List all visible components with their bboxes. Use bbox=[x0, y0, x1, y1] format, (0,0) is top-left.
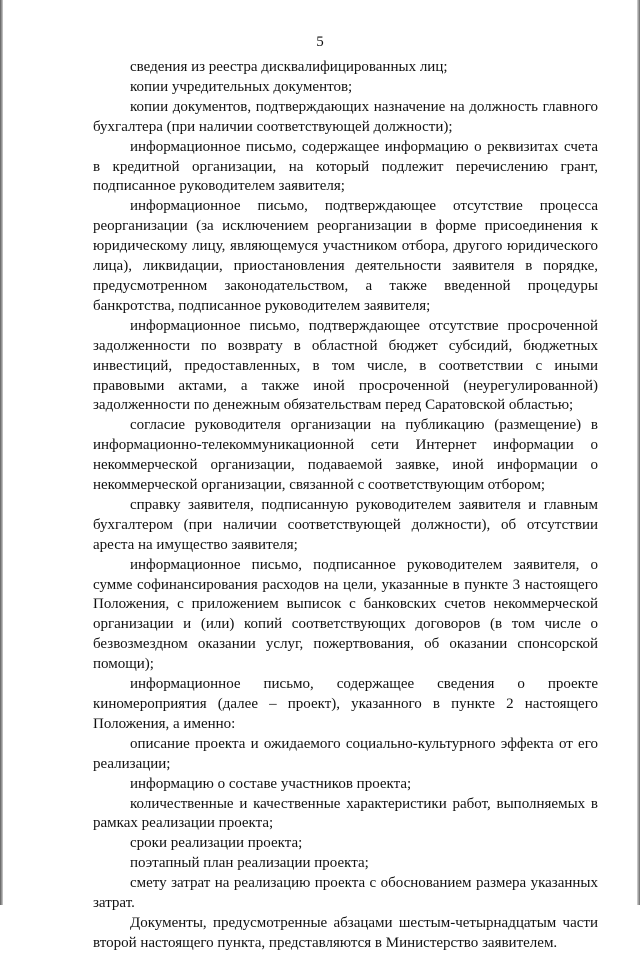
paragraph-submission-note: Документы, предусмотренные абзацами шестым-четырнадцатым части второй настоящего пункта, представляются в Министерство заявителем. bbox=[93, 914, 598, 951]
paragraph-project-info-letter: информационное письмо, содержащее сведения о проекте киномероприятия (далее – проект), указанного в пункте 2 настоящего Положения, а именно: bbox=[93, 676, 598, 732]
paragraph-cofinancing-letter: информационное письмо, подписанное руководителем заявителя, о сумме софинансирования расходов на цели, указанные в пункте 3 настоящего Положения, с приложением выписок с банковских счетов некоммерческой организации и (или) копий соответствующих договоров (в том числе о безвозмездном оказании услуг, пожертвования, об оказании спонсорской помощи); bbox=[93, 556, 598, 673]
paragraph-no-reorganization-letter: информационное письмо, подтверждающее отсутствие процесса реорганизации (за исключением реорганизации в форме присоединения к юридическому лицу, являющемуся участником отбора, другого юридического лица), ликвидации, приостановления деятельности заявителя в порядке, предусмотренном законодательством, а также введенной процедуры банкротства, подписанное руководителем заявителя; bbox=[93, 198, 598, 314]
document-body bbox=[93, 58, 598, 954]
paragraph-bank-details-letter: информационное письмо, содержащее информацию о реквизитах счета в кредитной организации, на который подлежит перечислению грант, подписанное руководителем заявителя; bbox=[93, 138, 598, 195]
paragraph-work-characteristics: количественные и качественные характеристики работ, выполняемых в рамках реализации проекта; bbox=[93, 795, 598, 832]
paragraph-no-arrest-certificate: справку заявителя, подписанную руководителем заявителя и главным бухгалтером (при наличии соответствующей должности), об отсутствии ареста на имущество заявителя; bbox=[93, 496, 598, 553]
paragraph-chief-accountant-docs: копии документов, подтверждающих назначение на должность главного бухгалтера (при наличии соответствующей должности); bbox=[93, 98, 598, 135]
paragraph-cost-estimate: смету затрат на реализацию проекта с обоснованием размера указанных затрат. bbox=[93, 875, 598, 912]
paragraph-no-overdue-debt-letter: информационное письмо, подтверждающее отсутствие просроченной задолженности по возврату в областной бюджет субсидий, бюджетных инвестиций, предоставленных, в том числе, в соответствии с иными правовыми актами, а также иной просроченной (неурегулированной) задолженности по денежным обязательствам перед Саратовской областью; bbox=[93, 317, 598, 414]
paragraph-publication-consent: согласие руководителя организации на публикацию (размещение) в информационно-телекоммуникационной сети Интернет информации о некоммерческой организации, подаваемой заявке, иной информации о некоммерческой организации, связанной с соответствующим отбором; bbox=[93, 417, 598, 494]
paragraph-project-description: описание проекта и ожидаемого социально-культурного эффекта от его реализации; bbox=[93, 735, 598, 772]
paragraph-disqualified-registry: сведения из реестра дисквалифицированных лиц; bbox=[130, 59, 448, 75]
scan-edge-left bbox=[0, 0, 3, 905]
page-number: 5 bbox=[316, 34, 324, 50]
paragraph-participants: информацию о составе участников проекта; bbox=[130, 775, 412, 792]
paragraph-stage-plan: поэтапный план реализации проекта; bbox=[130, 855, 369, 872]
paragraph-founding-docs: копии учредительных документов; bbox=[130, 78, 353, 95]
paragraph-timeline: сроки реализации проекта; bbox=[130, 835, 303, 852]
